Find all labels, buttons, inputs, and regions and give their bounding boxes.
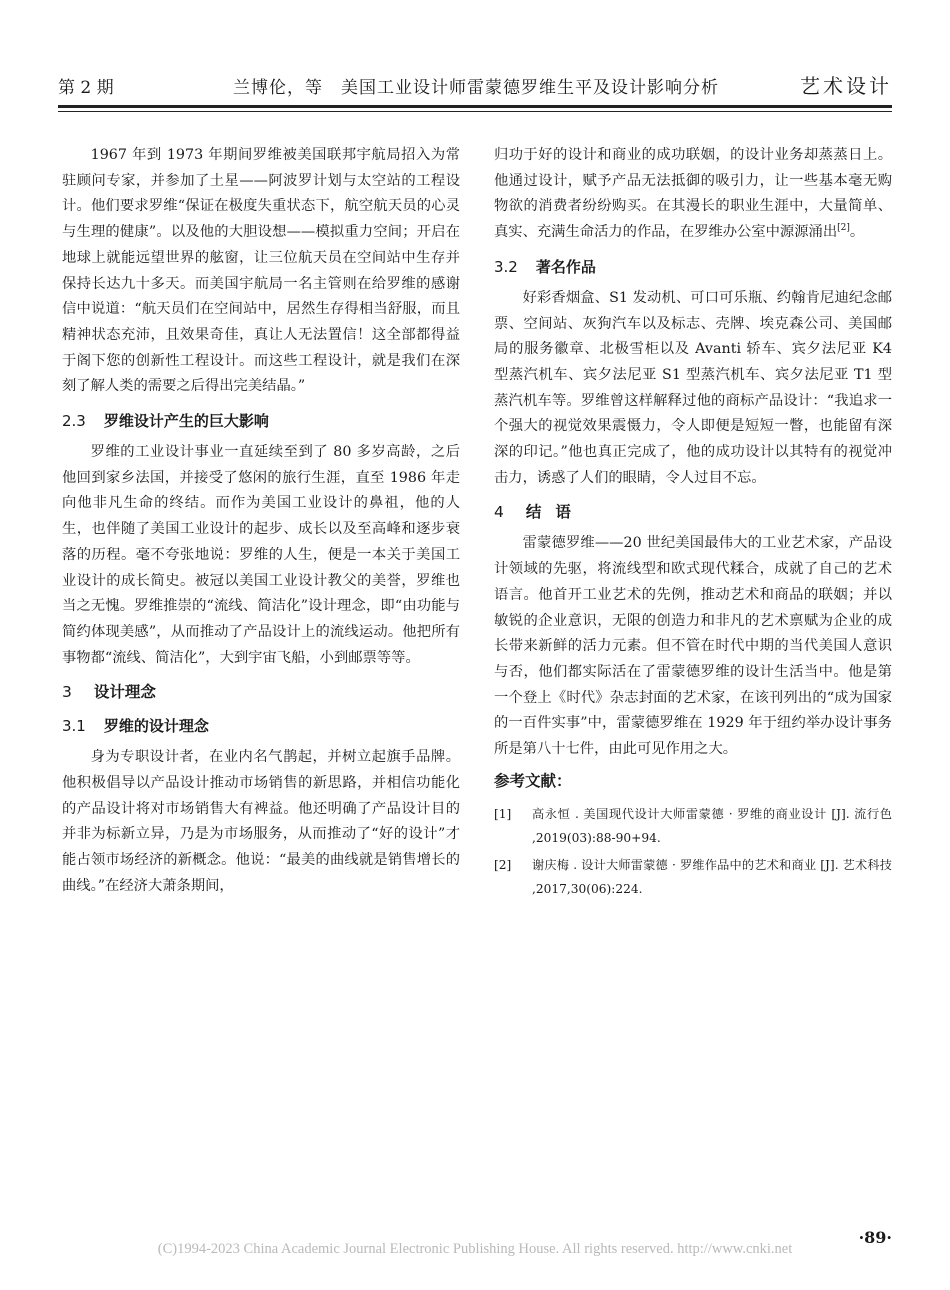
section-title: 罗维设计产生的巨大影响 <box>103 412 269 431</box>
section-number: 3.2 <box>494 257 518 276</box>
section-heading-3-1 <box>62 713 460 739</box>
section-heading-4 <box>494 499 892 525</box>
reference-text: 高永恒 . 美国现代设计大师雷蒙德 · 罗维的商业设计 [J]. 流行色 ,2019(03):88-90+94. <box>532 807 892 846</box>
paragraph: 身为专职设计者，在业内名气鹊起，并树立起旗手品牌。他积极倡导以产品设计推动市场销售的新思路，并相信功能化的产品设计将对市场销售大有裨益。他还明确了产品设计目的并非为标新立异，乃是为市场服务，从而推动了“好的设计”才能占领市场经济的新概念。他说：“最美的曲线就是销售增长的曲线。”在经济大萧条期间， <box>62 749 460 894</box>
section-heading-3 <box>62 679 460 705</box>
section-heading-2-3 <box>62 408 460 434</box>
section-number: 3.1 <box>62 717 86 736</box>
citation-ref: [2] <box>837 223 850 234</box>
reference-item <box>494 853 892 901</box>
paragraph: 罗维的工业设计事业一直延续至到了 80 多岁高龄，之后他回到家乡法国，并接受了悠闲的旅行生涯，直至 1986 年走向他非凡生命的终结。而作为美国工业设计的鼻祖，他的人生，也伴随了美国工业设计的起步、成长以及至高峰和逐步衰落的历程。毫不夸张地说：罗维的人生，便是一本关于美国工业设计的成长简史。被冠以美国工业设计教父的美誉，罗维也当之无愧。罗维推崇的“流线、简洁化”设计理念，即“由功能与简约体现美感”，从而推动了产品设计上的流线运动。他把所有事物都“流线、简洁化”，大到宇宙飞船，小到邮票等等。 <box>62 444 460 666</box>
page-number: ·89· <box>858 1228 892 1247</box>
reference-number: [1] <box>494 807 512 822</box>
section-number: 4 <box>494 503 504 522</box>
references-heading: 参考文献： <box>494 771 572 790</box>
paragraph-text: 归功于好的设计和商业的成功联姻，的设计业务却蒸蒸日上。他通过设计，赋予产品无法抵御的吸引力，让一些基本毫无购物欲的消费者纷纷购买。在其漫长的职业生涯中，大量简单、真实、充满生命活力的作品，在罗维办公室中源源涌出 <box>494 147 892 241</box>
paragraph: 雷蒙德罗维——20 世纪美国最伟大的工业艺术家，产品设计领域的先驱，将流线型和欧式现代糅合，成就了自己的艺术语言。他首开工业艺术的先例，推动艺术和商品的联姻；并以敏锐的企业意识，无限的创造力和非凡的艺术禀赋为企业的成长带来新鲜的活力元素。但不管在时代中期的当代美国人意识与否，他们都实际活在了雷蒙德罗维的设计生活当中。他是第一个登上《时代》杂志封面的艺术家，在该刊列出的“成为国家的一百件实事”中，雷蒙德罗维在 1929 年于纽约举办设计事务所是第八十七件，由此可见作用之大。 <box>494 535 892 758</box>
left-column <box>62 143 460 900</box>
paragraph-end: 。 <box>849 224 865 241</box>
running-title: 兰博伦，等 美国工业设计师雷蒙德罗维生平及设计影响分析 <box>233 78 719 98</box>
reference-text: 谢庆梅 . 设计大师雷蒙德 · 罗维作品中的艺术和商业 [J]. 艺术科技 ,2017,30(06):224. <box>532 858 892 897</box>
section-number: 3 <box>62 683 72 702</box>
section-heading-3-2 <box>494 254 892 280</box>
header-rule-thin <box>58 111 892 112</box>
section-title: 罗维的设计理念 <box>103 717 209 736</box>
paragraph: 好彩香烟盒、S1 发动机、可口可乐瓶、约翰肯尼迪纪念邮票、空间站、灰狗汽车以及标志、壳牌、埃克森公司、美国邮局的服务徽章、北极雪柜以及 Avanti 轿车、宾夕法尼亚 K4 型蒸汽机车、宾夕法尼亚 S1 型蒸汽机车、宾夕法尼亚 T1 型蒸汽机车等。罗维曾这样解释过他的商标产品设计：“我追求一个强大的视觉效果震慑力，令人即便是短短一瞥，也能留有深深的印记。”他也真正完成了，他的成功设计以其特有的视觉冲击力，诱惑了人们的眼睛，令人过目不忘。 <box>494 289 892 486</box>
paragraph-continued <box>494 143 892 246</box>
copyright-watermark: (C)1994-2023 China Academic Journal Electronic Publishing House. All rights reserved. http://www.cnki.net <box>157 1241 793 1257</box>
running-header <box>58 70 892 100</box>
issue-number: 第 2 期 <box>58 78 114 98</box>
header-rule-thick <box>58 105 892 108</box>
section-title: 结语 <box>525 503 585 522</box>
reference-number: [2] <box>494 858 512 873</box>
reference-item <box>494 802 892 850</box>
section-number: 2.3 <box>62 412 86 431</box>
section-title: 著名作品 <box>535 257 596 276</box>
journal-name: 艺术设计 <box>800 74 892 98</box>
paragraph: 1967 年到 1973 年期间罗维被美国联邦宇航局招入为常驻顾问专家，并参加了土星——阿波罗计划与太空站的工程设计。他们要求罗维“保证在极度失重状态下，航空航天员的心灵与生理的健康”。以及他的大胆设想——模拟重力空间；开启在地球上就能远望世界的舷窗，让三位航天员在空间站中生存并保持长达九十多天。而美国宇航局一名主管则在给罗维的感谢信中说道：“航天员们在空间站中，居然生存得相当舒服，而且精神状态充沛，且效果奇佳，真让人无法置信！这全部都得益于阁下您的创新性工程设计。而这些工程设计，就是我们在深刻了解人类的需要之后得出完美结晶。” <box>62 147 460 395</box>
right-column <box>494 143 892 904</box>
section-title: 设计理念 <box>93 683 156 702</box>
